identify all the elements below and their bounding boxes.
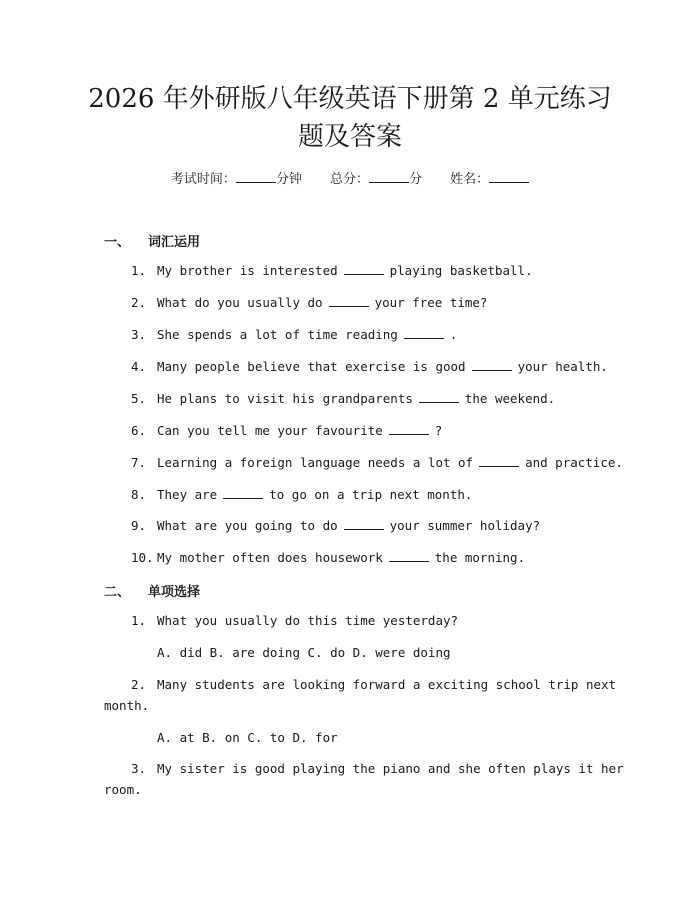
question-text-after: ? [434,423,443,438]
answer-blank[interactable] [329,294,369,307]
choice-question-3 [131,761,624,776]
answer-blank[interactable] [419,390,459,403]
question-text-after: . [449,327,458,342]
vocab-question-7 [131,454,623,470]
section-1-number: 一、 [104,235,131,250]
question-text-before: Can you tell me your favourite [157,423,383,438]
vocab-question-3 [131,326,457,342]
question-number: 1. [131,613,147,628]
exam-time-blank[interactable] [236,170,276,183]
question-number: 2. [131,295,147,310]
total-score-blank[interactable] [369,170,409,183]
question-number: 7. [131,455,147,470]
answer-blank[interactable] [389,549,429,562]
total-score-label: 总分： [329,172,369,187]
question-text-after: to go on a trip next month. [269,487,473,502]
section-2-heading [104,581,200,600]
total-score-unit: 分 [409,172,423,187]
choice-question-2-options[interactable]: A. at B. on C. to D. for [157,730,338,745]
exam-time [171,172,306,187]
question-text-after: your free time? [374,295,488,310]
answer-blank[interactable] [344,262,384,275]
question-text-before: What are you going to do [157,518,338,533]
exam-time-label: 考试时间： [170,172,236,187]
question-text-before: She spends a lot of time reading [157,327,398,342]
question-text-before: Many people believe that exercise is good [157,359,466,374]
answer-blank[interactable] [389,422,429,435]
answer-blank[interactable] [472,358,512,371]
question-number: 10. [131,550,154,565]
question-text-before: My brother is interested [157,263,338,278]
question-number: 5. [131,391,147,406]
section-2-number: 二、 [104,585,131,600]
answer-blank[interactable] [404,326,444,339]
choice-question-1 [131,613,458,628]
question-text-before: What do you usually do [157,295,323,310]
total-score [330,172,426,187]
answer-blank[interactable] [479,454,519,467]
vocab-question-4 [131,358,608,374]
question-text-after: and practice. [525,455,623,470]
question-text-before: My mother often does housework [157,550,383,565]
question-text: My sister is good playing the piano and she often plays it her [157,761,624,776]
question-text-after: the weekend. [464,391,556,406]
question-text-after: your health. [517,359,608,374]
vocab-question-9 [131,517,540,533]
question-number: 6. [131,423,147,438]
exam-meta [0,168,700,187]
question-text-before: They are [157,487,218,502]
section-1-title: 词汇运用 [148,235,201,250]
title-line-1: 2026 年外研版八年级英语下册第 2 单元练习 [88,84,612,114]
student-name [450,172,529,187]
section-2-title: 单项选择 [148,585,201,600]
page-title [60,80,640,156]
question-text-after: playing basketball. [389,263,533,278]
question-text-before: Learning a foreign language needs a lot of [157,455,474,470]
question-text: What you usually do this time yesterday? [157,613,459,628]
title-line-2: 题及答案 [297,122,402,152]
question-number: 4. [131,359,147,374]
answer-blank[interactable] [223,486,263,499]
question-number: 9. [131,518,147,533]
question-text: Many students are looking forward a exciting school trip next [157,677,617,692]
question-text-before: He plans to visit his grandparents [157,391,413,406]
answer-blank[interactable] [344,517,384,530]
vocab-question-1 [131,262,533,278]
question-number: 2. [131,677,147,692]
choice-question-1-options[interactable]: A. did B. are doing C. do D. were doing [157,645,451,660]
section-1-heading [104,231,200,250]
vocab-question-6 [131,422,442,438]
vocab-question-8 [131,486,472,502]
choice-question-2 [131,677,616,692]
question-text-after: the morning. [434,550,526,565]
vocab-question-10 [131,549,525,565]
question-number: 3. [131,327,147,342]
question-text-after: your summer holiday? [389,518,541,533]
choice-question-3-continuation: room. [104,782,142,797]
vocab-question-5 [131,390,555,406]
student-name-blank[interactable] [489,170,529,183]
question-number: 8. [131,487,147,502]
student-name-label: 姓名： [450,172,490,187]
question-number: 3. [131,761,147,776]
vocab-question-2 [131,294,487,310]
exam-time-unit: 分钟 [275,172,302,187]
choice-question-2-continuation: month. [104,698,150,713]
question-number: 1. [131,263,147,278]
